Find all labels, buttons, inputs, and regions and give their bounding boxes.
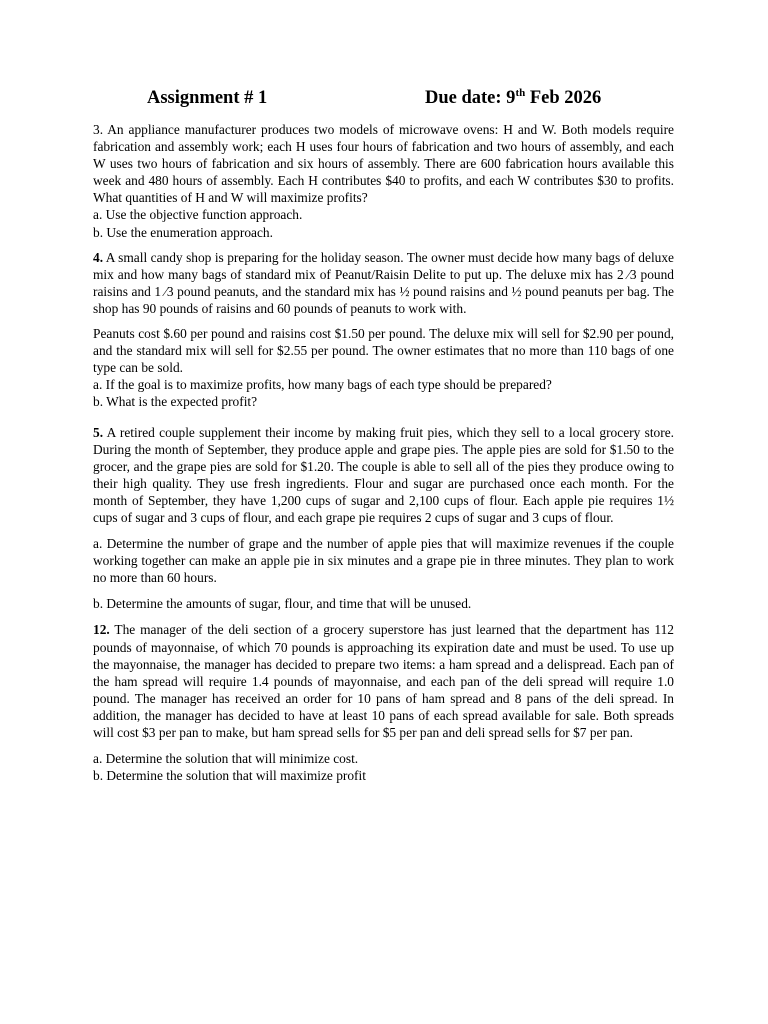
question-4-paragraph-1 (93, 249, 674, 317)
question-5 (93, 424, 674, 613)
question-12-part-b: b. Determine the solution that will maximize profit (93, 768, 366, 784)
question-3-part-a: a. Use the objective function approach. (93, 207, 303, 223)
question-12-part-a: a. Determine the solution that will minimize cost. (93, 751, 359, 767)
question-5-part-a: a. Determine the number of grape and the number of apple pies that will maximize revenues if the couple working together can make an apple pie in six minutes and a grape pie in three minutes. They plan to work no more than 60 hours. (93, 536, 674, 586)
question-4-part-a: a. If the goal is to maximize profits, how many bags of each type should be prepared? (93, 377, 552, 393)
question-3 (93, 121, 674, 241)
question-5-paragraph-1 (93, 424, 674, 527)
question-4-part-b: b. What is the expected profit? (93, 394, 258, 410)
question-5-text: A retired couple supplement their income by making fruit pies, which they sell to a local grocery store. During the month of September, they produce apple and grape pies. The apple pies are sold for $1.50 to the grocer, and the grape pies are sold for $1.20. The couple is able to sell all of the pies they produce owing to their high quality. They use fresh ingredients. Flour and sugar are purchased once each month. For the month of September, they have 1,200 cups of sugar and 2,100 cups of flour. Each apple pie requires 1½ cups of sugar and 3 cups of flour, and each grape pie requires 2 cups of sugar and 3 cups of flour. (93, 424, 674, 525)
assignment-content (93, 121, 674, 784)
question-4-number: 4. (93, 249, 104, 265)
due-date-suffix: Feb 2026 (525, 88, 602, 108)
question-4 (93, 249, 674, 411)
question-12 (93, 621, 674, 784)
question-4-paragraph-2: Peanuts cost $.60 per pound and raisins cost $1.50 per pound. The deluxe mix will sell for $2.90 per pound, and the standard mix will sell for $2.55 per pound. The owner estimates that no more than 110 bags of one type can be sold. (93, 326, 674, 376)
question-3-text: 3. An appliance manufacturer produces two models of microwave ovens: H and W. Both models require fabrication and assembly work; each H uses four hours of fabrication and two hours of assembly, and each W uses two hours of fabrication and six hours of assembly. There are 600 fabrication hours available this week and 480 hours of assembly. Each H contributes $40 to profits, and each W contributes $30 to profits. What quantities of H and W will maximize profits? (93, 122, 674, 206)
question-4-text: A small candy shop is preparing for the holiday season. The owner must decide how many bags of deluxe mix and how many bags of standard mix of Peanut/Raisin Delite to put up. The deluxe mix has 2 ⁄3 pound raisins and 1 ⁄3 pound peanuts, and the standard mix has ½ pound raisins and ½ pound peanuts per bag. The shop has 90 pounds of raisins and 60 pounds of peanuts to work with. (93, 249, 674, 316)
question-3-part-b: b. Use the enumeration approach. (93, 224, 273, 240)
assignment-title: Assignment # 1 (147, 88, 268, 108)
page-header (0, 88, 768, 112)
question-5-number: 5. (93, 424, 104, 440)
due-date-ordinal: th (515, 86, 526, 99)
question-5-part-b: b. Determine the amounts of sugar, flour, and time that will be unused. (93, 596, 472, 612)
due-date (425, 88, 601, 109)
question-12-paragraph-1 (93, 621, 674, 741)
due-date-prefix: Due date: 9 (425, 88, 516, 108)
question-12-text: The manager of the deli section of a grocery superstore has just learned that the department has 112 pounds of mayonnaise, of which 70 pounds is approaching its expiration date and must be used. To use up the mayonnaise, the manager has decided to prepare two items: a ham spread and a delispread. Each pan of the ham spread will require 1.4 pounds of mayonnaise, and each pan of the deli spread will require 1.0 pound. The manager has received an order for 10 pans of ham spread and 8 pans of the deli spread. In addition, the manager has decided to have at least 10 pans of each spread available for sale. Both spreads will cost $3 per pan to make, but ham spread sells for $5 per pan and deli spread sells for $7 per pan. (93, 622, 674, 740)
question-12-number: 12. (93, 622, 110, 638)
